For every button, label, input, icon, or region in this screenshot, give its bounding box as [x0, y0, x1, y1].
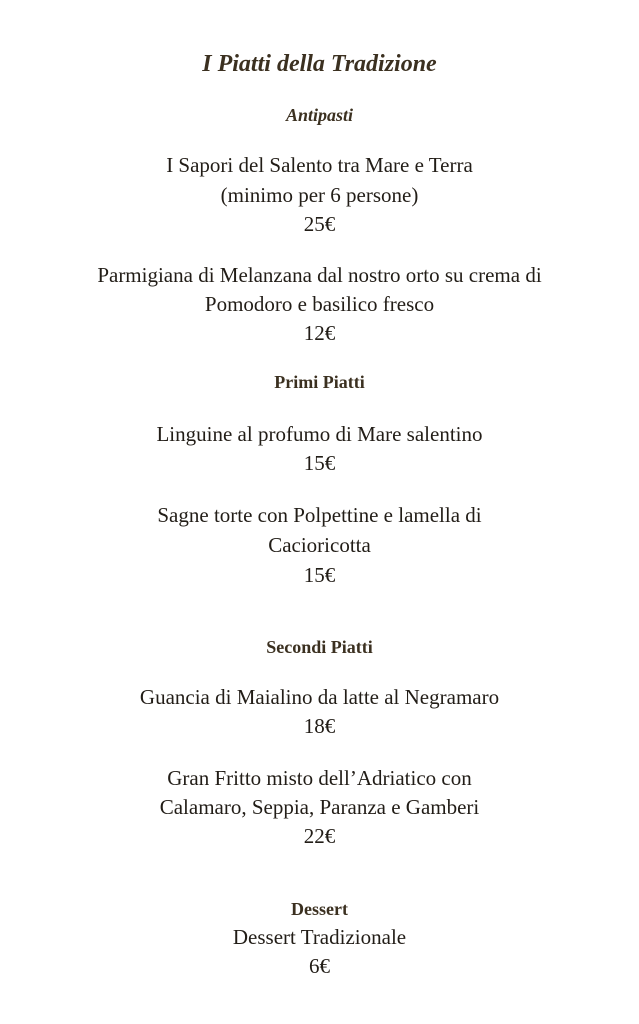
dish-name: Dessert Tradizionale — [232, 925, 407, 949]
section-heading-dessert: Dessert — [291, 899, 348, 919]
dish-price: 6€ — [309, 954, 330, 978]
dish-name: Sagne torte con Polpettine e lamella di — [157, 503, 482, 527]
dish-price: 15€ — [303, 563, 336, 587]
section-heading-secondi: Secondi Piatti — [266, 637, 373, 657]
dish-price: 18€ — [303, 714, 336, 738]
dish-name-continued: Cacioricotta — [268, 533, 371, 557]
dish-name-continued: Pomodoro e basilico fresco — [204, 292, 435, 316]
section-heading-primi: Primi Piatti — [274, 372, 365, 392]
dish-name-continued: Calamaro, Seppia, Paranza e Gamberi — [159, 795, 480, 819]
dish-price: 25€ — [303, 212, 336, 236]
dish-name: Guancia di Maialino da latte al Negramaro — [139, 685, 500, 709]
dish-note: (minimo per 6 persone) — [220, 183, 419, 207]
dish-price: 22€ — [303, 824, 336, 848]
dish-price: 15€ — [303, 451, 336, 475]
dish-name: Gran Fritto misto dell’Adriatico con — [167, 766, 472, 790]
dish-price: 12€ — [303, 321, 336, 345]
dish-name: Parmigiana di Melanzana dal nostro orto su crema di — [97, 263, 542, 287]
section-heading-antipasti: Antipasti — [285, 105, 354, 125]
dish-name: Linguine al profumo di Mare salentino — [156, 422, 483, 446]
menu-title: I Piatti della Tradizione — [202, 51, 437, 77]
dish-name: I Sapori del Salento tra Mare e Terra — [166, 153, 473, 177]
